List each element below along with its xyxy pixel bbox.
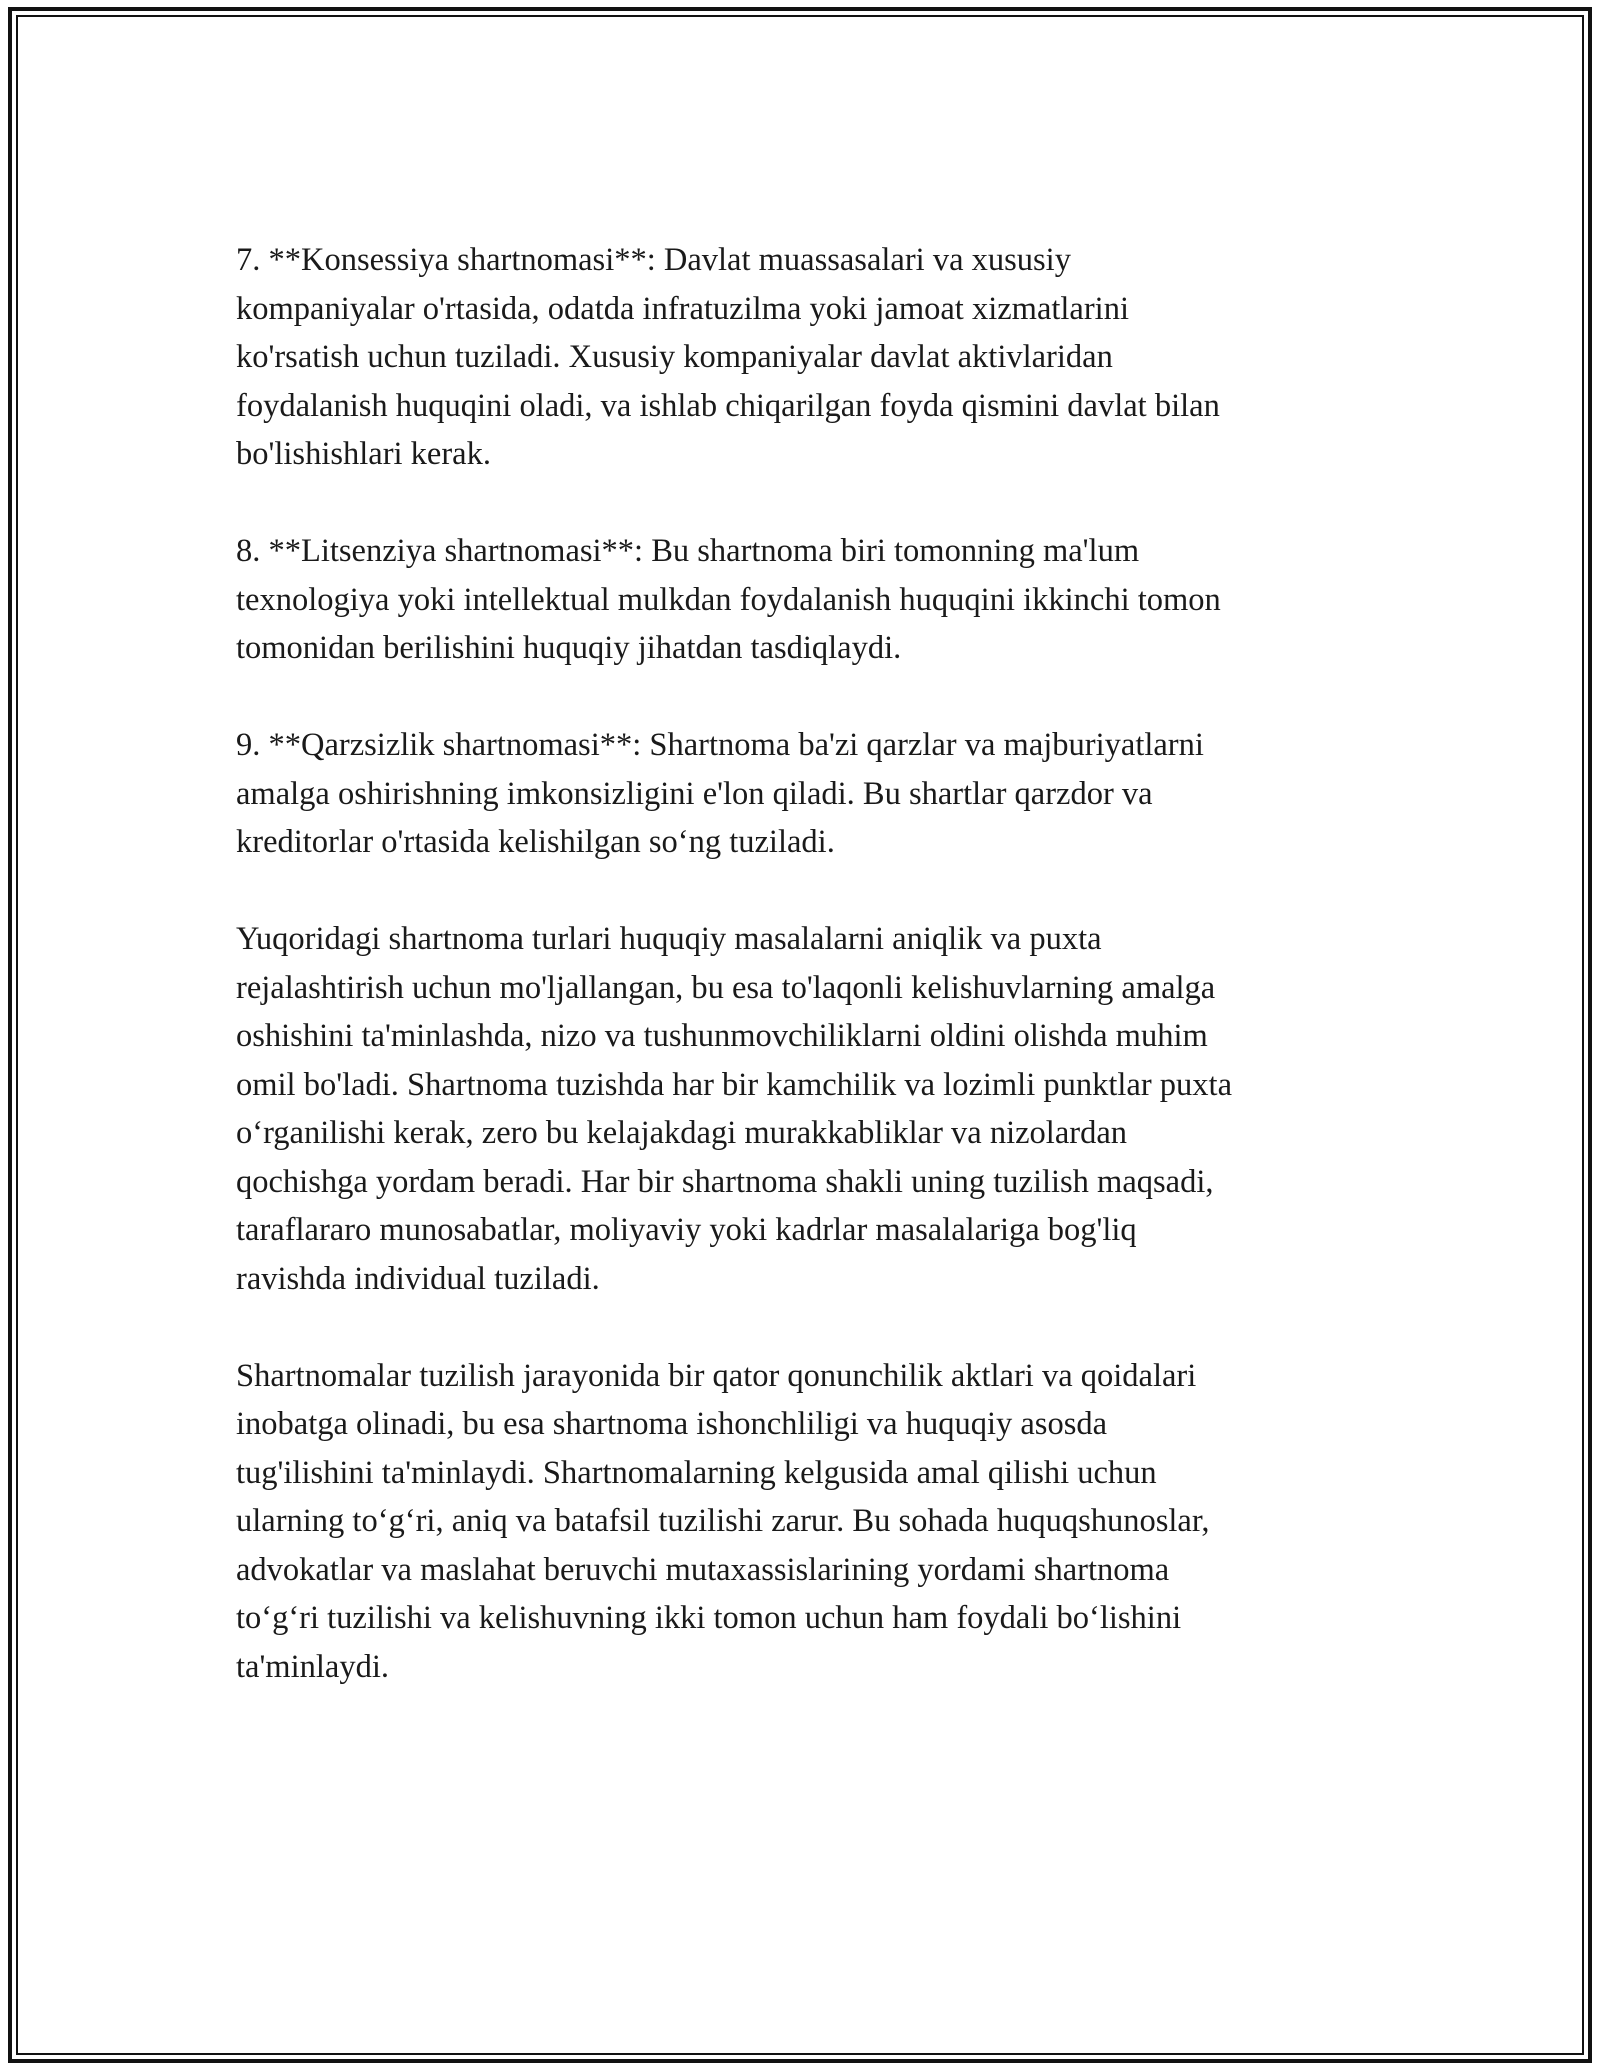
paragraph-qarzsizlik xyxy=(236,721,1368,867)
text-line: omil bo'ladi. Shartnoma tuzishda har bir kamchilik va lozimli punktlar puxta xyxy=(236,1066,1232,1103)
text-line: to‘g‘ri tuzilishi va kelishuvning ikki tomon uchun ham foydali bo‘lishini xyxy=(236,1600,1182,1636)
paragraph-summary xyxy=(236,915,1368,1303)
text-line: 8. **Litsenziya shartnomasi**: Bu shartnoma biri tomonning ma'lum xyxy=(236,533,1140,569)
text-line: inobatga olinadi, bu esa shartnoma ishonchliligi va huquqiy asosda xyxy=(236,1406,1108,1442)
text-line: oshishini ta'minlashda, nizo va tushunmovchiliklarni oldini olishda muhim xyxy=(236,1018,1208,1054)
text-line: o‘rganilishi kerak, zero bu kelajakdagi murakkabliklar va nizolardan xyxy=(236,1115,1128,1151)
text-line: 7. **Konsessiya shartnomasi**: Davlat muassasalari va xususiy xyxy=(236,242,1071,278)
text-line: advokatlar va maslahat beruvchi mutaxassislarining yordami shartnoma xyxy=(236,1551,1170,1588)
text-line: Yuqoridagi shartnoma turlari huquqiy masalalarni aniqlik va puxta xyxy=(236,921,1102,957)
text-line: kompaniyalar o'rtasida, odatda infratuzilma yoki jamoat xizmatlarini xyxy=(236,290,1129,327)
text-line: texnologiya yoki intellektual mulkdan foydalanish huquqini ikkinchi tomon xyxy=(236,581,1221,618)
paragraph-litsenziya xyxy=(236,527,1368,673)
text-line: ko'rsatish uchun tuziladi. Xususiy kompaniyalar davlat aktivlaridan xyxy=(236,339,1113,375)
text-line: amalga oshirishning imkonsizligini e'lon qiladi. Bu shartlar qarzdor va xyxy=(236,775,1153,812)
text-line: rejalashtirish uchun mo'ljallangan, bu esa to'laqonli kelishuvlarning amalga xyxy=(236,969,1216,1006)
text-line: Shartnomalar tuzilish jarayonida bir qator qonunchilik aktlari va qoidalari xyxy=(236,1357,1197,1394)
text-line: taraflararo munosabatlar, moliyaviy yoki kadrlar masalalariga bog'liq xyxy=(236,1212,1137,1248)
paragraph-conclusion xyxy=(236,1352,1368,1692)
text-line: 9. **Qarzsizlik shartnomasi**: Shartnoma ba'zi qarzlar va majburiyatlarni xyxy=(236,727,1204,763)
paragraph-konsessiya xyxy=(236,236,1368,479)
text-line: bo'lishishlari kerak. xyxy=(236,436,491,472)
text-line: ularning to‘g‘ri, aniq va batafsil tuzilishi zarur. Bu sohada huquqshunoslar, xyxy=(236,1503,1210,1539)
text-line: ravishda individual tuziladi. xyxy=(236,1260,600,1297)
text-line: ta'minlaydi. xyxy=(236,1648,389,1685)
document-body xyxy=(236,236,1368,1691)
text-line: kreditorlar o'rtasida kelishilgan so‘ng tuziladi. xyxy=(236,824,835,860)
text-line: tomonidan berilishini huquqiy jihatdan tasdiqlaydi. xyxy=(236,630,902,666)
text-line: qochishga yordam beradi. Har bir shartnoma shakli uning tuzilish maqsadi, xyxy=(236,1163,1214,1200)
text-line: foydalanish huquqini oladi, va ishlab chiqarilgan foyda qismini davlat bilan xyxy=(236,387,1220,424)
text-line: tug'ilishini ta'minlaydi. Shartnomalarning kelgusida amal qilishi uchun xyxy=(236,1454,1157,1491)
